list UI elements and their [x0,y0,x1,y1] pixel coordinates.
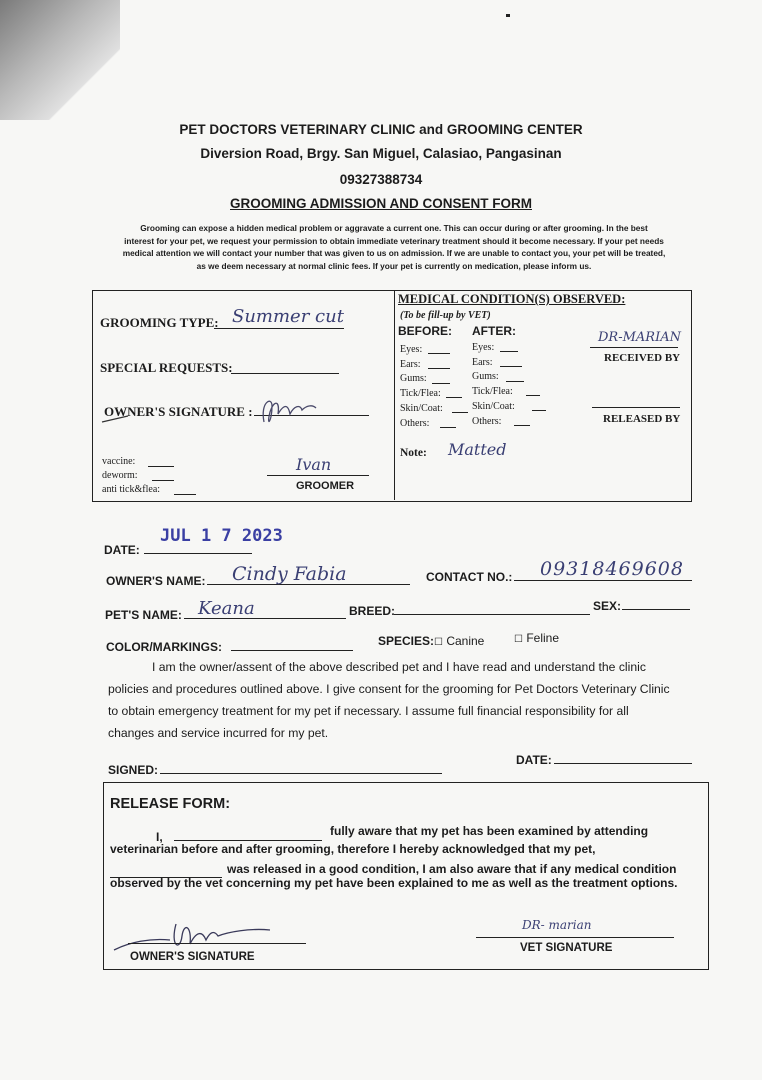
release-line1: fully aware that my pet has been examined by attending [330,824,649,838]
canine-label: Canine [446,634,485,648]
breed-label: BREED: [349,604,396,618]
deworm-line[interactable] [152,480,174,481]
sex-label: SEX: [593,599,622,613]
grooming-type-value[interactable]: Summer cut [232,306,344,327]
before-others-line[interactable] [440,427,456,428]
owner-release-signature [110,916,280,956]
after-eyes: Eyes: [472,342,495,353]
after-ears: Ears: [472,356,493,368]
after-skin: Skin/Coat: [472,400,515,412]
note-label: Note: [400,447,427,459]
owner-name-value[interactable]: Cindy Fabia [232,563,347,585]
consent-date-label: DATE: [516,753,552,767]
box-divider [394,290,395,500]
intro-line: as we deem necessary at normal clinic fees. If your pet is currently on medication, please inform us. [196,260,592,271]
groomer-label: GROOMER [296,480,355,492]
before-label: BEFORE: [398,324,452,338]
date-stamp: JUL 1 7 2023 [160,526,283,546]
color-label: COLOR/MARKINGS: [106,640,222,654]
released-by-label: RELEASED BY [603,413,681,425]
grooming-type-line [214,328,344,329]
received-by-line [590,347,678,348]
intro-line: medical attention we will contact your number that was given to us on admission. If we are unable to contact you, your pet will be treated, [122,248,666,258]
contact-value[interactable]: 09318469608 [540,558,684,580]
vet-signature-line[interactable] [476,937,674,938]
canine-checkbox[interactable]: ☐ [434,637,443,648]
owner-signature-label: OWNER'S SIGNATURE : [104,404,253,419]
special-requests-line[interactable] [231,373,339,374]
owner-signature-scribble [250,392,320,432]
before-gums: Gums: [400,373,427,385]
contact-line[interactable] [514,580,692,581]
vaccine-line[interactable] [148,466,174,467]
pet-name-value[interactable]: Keana [198,598,255,619]
before-list [400,343,443,431]
after-tick: Tick/Flea: [472,386,513,398]
signature-mark [100,414,130,426]
vet-signature-name: DR- marian [522,918,592,932]
release-name-line[interactable] [174,840,322,841]
consent-line: policies and procedures outlined above. I give consent for the grooming for Pet Doctors Veterinary Clinic [108,682,670,696]
after-tick-line[interactable] [526,395,540,396]
after-list [472,341,515,429]
intro-line: interest for your pet, we request your permission to obtain immediate veterinary treatment should it become necessary. If your pet needs [124,235,664,246]
medical-subtitle: (To be fill-up by VET) [400,310,491,321]
date-line[interactable] [144,553,252,554]
received-by-label: RECEIVED BY [604,352,681,364]
after-label: AFTER: [472,324,516,338]
color-line[interactable] [231,650,353,651]
special-requests-label: SPECIAL REQUESTS: [100,360,233,375]
vet-signature-label: VET SIGNATURE [520,942,613,954]
clinic-phone: 09327388734 [339,172,423,187]
clinic-name: PET DOCTORS VETERINARY CLINIC and GROOMING CENTER [179,122,583,137]
feline-option [514,631,559,645]
after-gums-line[interactable] [506,381,524,382]
before-others: Others: [400,417,430,429]
sex-line[interactable] [622,609,690,610]
consent-paragraph [108,656,696,744]
form-title: GROOMING ADMISSION AND CONSENT FORM [230,196,532,211]
vaccine-label: vaccine: [102,456,136,467]
owner-release-label: OWNER'S SIGNATURE [130,951,255,963]
clinic-address: Diversion Road, Brgy. San Miguel, Calasiao, Pangasinan [200,146,562,161]
folded-corner [0,0,120,120]
medical-title: MEDICAL CONDITION(S) OBSERVED: [398,292,626,306]
release-line4: observed by the vet concerning my pet have been explained to me as well as the treatment options. [110,876,678,890]
before-gums-line[interactable] [432,383,450,384]
groomer-line [267,475,369,476]
breed-line[interactable] [394,614,590,615]
date-label: DATE: [104,543,140,557]
received-by-name: DR-MARIAN [598,330,681,345]
species-label: SPECIES: [378,634,435,648]
before-tick: Tick/Flea: [400,388,441,400]
after-others: Others: [472,415,502,427]
signed-label: SIGNED: [108,763,159,777]
feline-label: Feline [526,631,559,645]
speck [506,14,510,17]
release-line2: veterinarian before and after grooming, therefore I hereby acknowledged that my pet, [110,842,596,856]
species-group [378,634,484,648]
before-ears: Ears: [400,358,421,370]
release-line3: was released in a good condition, I am also aware that if any medical condition [227,862,677,876]
before-skin: Skin/Coat: [400,402,443,414]
before-eyes-line[interactable] [428,353,450,354]
anti-tick-label: anti tick&flea: [102,484,161,495]
release-i: I, [156,830,163,844]
consent-line: changes and service incurred for my pet. [108,726,329,740]
owner-name-label: OWNER'S NAME: [106,574,206,588]
before-eyes: Eyes: [400,344,423,355]
after-others-line[interactable] [514,425,530,426]
intro-paragraph [94,222,694,272]
consent-line: I am the owner/assent of the above described pet and I have read and understand the clinic [152,660,646,674]
consent-line: to obtain emergency treatment for my pet if necessary. I assume full financial responsibility for all [108,704,629,718]
after-ears-line[interactable] [500,366,522,367]
deworm-label: deworm: [102,470,138,481]
note-value: Matted [448,440,507,459]
owner-release-line[interactable] [128,943,306,944]
before-tick-line[interactable] [446,397,462,398]
contact-label: CONTACT NO.: [426,570,513,584]
consent-date-line[interactable] [554,763,692,764]
after-gums: Gums: [472,371,499,383]
intro-line: Grooming can expose a hidden medical problem or aggravate a current one. This can occur during or after grooming. In the best [140,223,648,233]
signed-line[interactable] [160,773,442,774]
grooming-type-label: GROOMING TYPE: [100,315,219,330]
before-ears-line[interactable] [428,368,450,369]
anti-tick-line[interactable] [174,494,196,495]
groomer-name: Ivan [296,455,332,474]
after-skin-line[interactable] [532,410,546,411]
released-by-line[interactable] [592,407,680,408]
release-title: RELEASE FORM: [110,796,231,812]
after-eyes-line[interactable] [500,351,518,352]
before-skin-line[interactable] [452,412,468,413]
pet-name-label: PET'S NAME: [105,608,182,622]
feline-checkbox[interactable]: ☐ [514,634,523,645]
